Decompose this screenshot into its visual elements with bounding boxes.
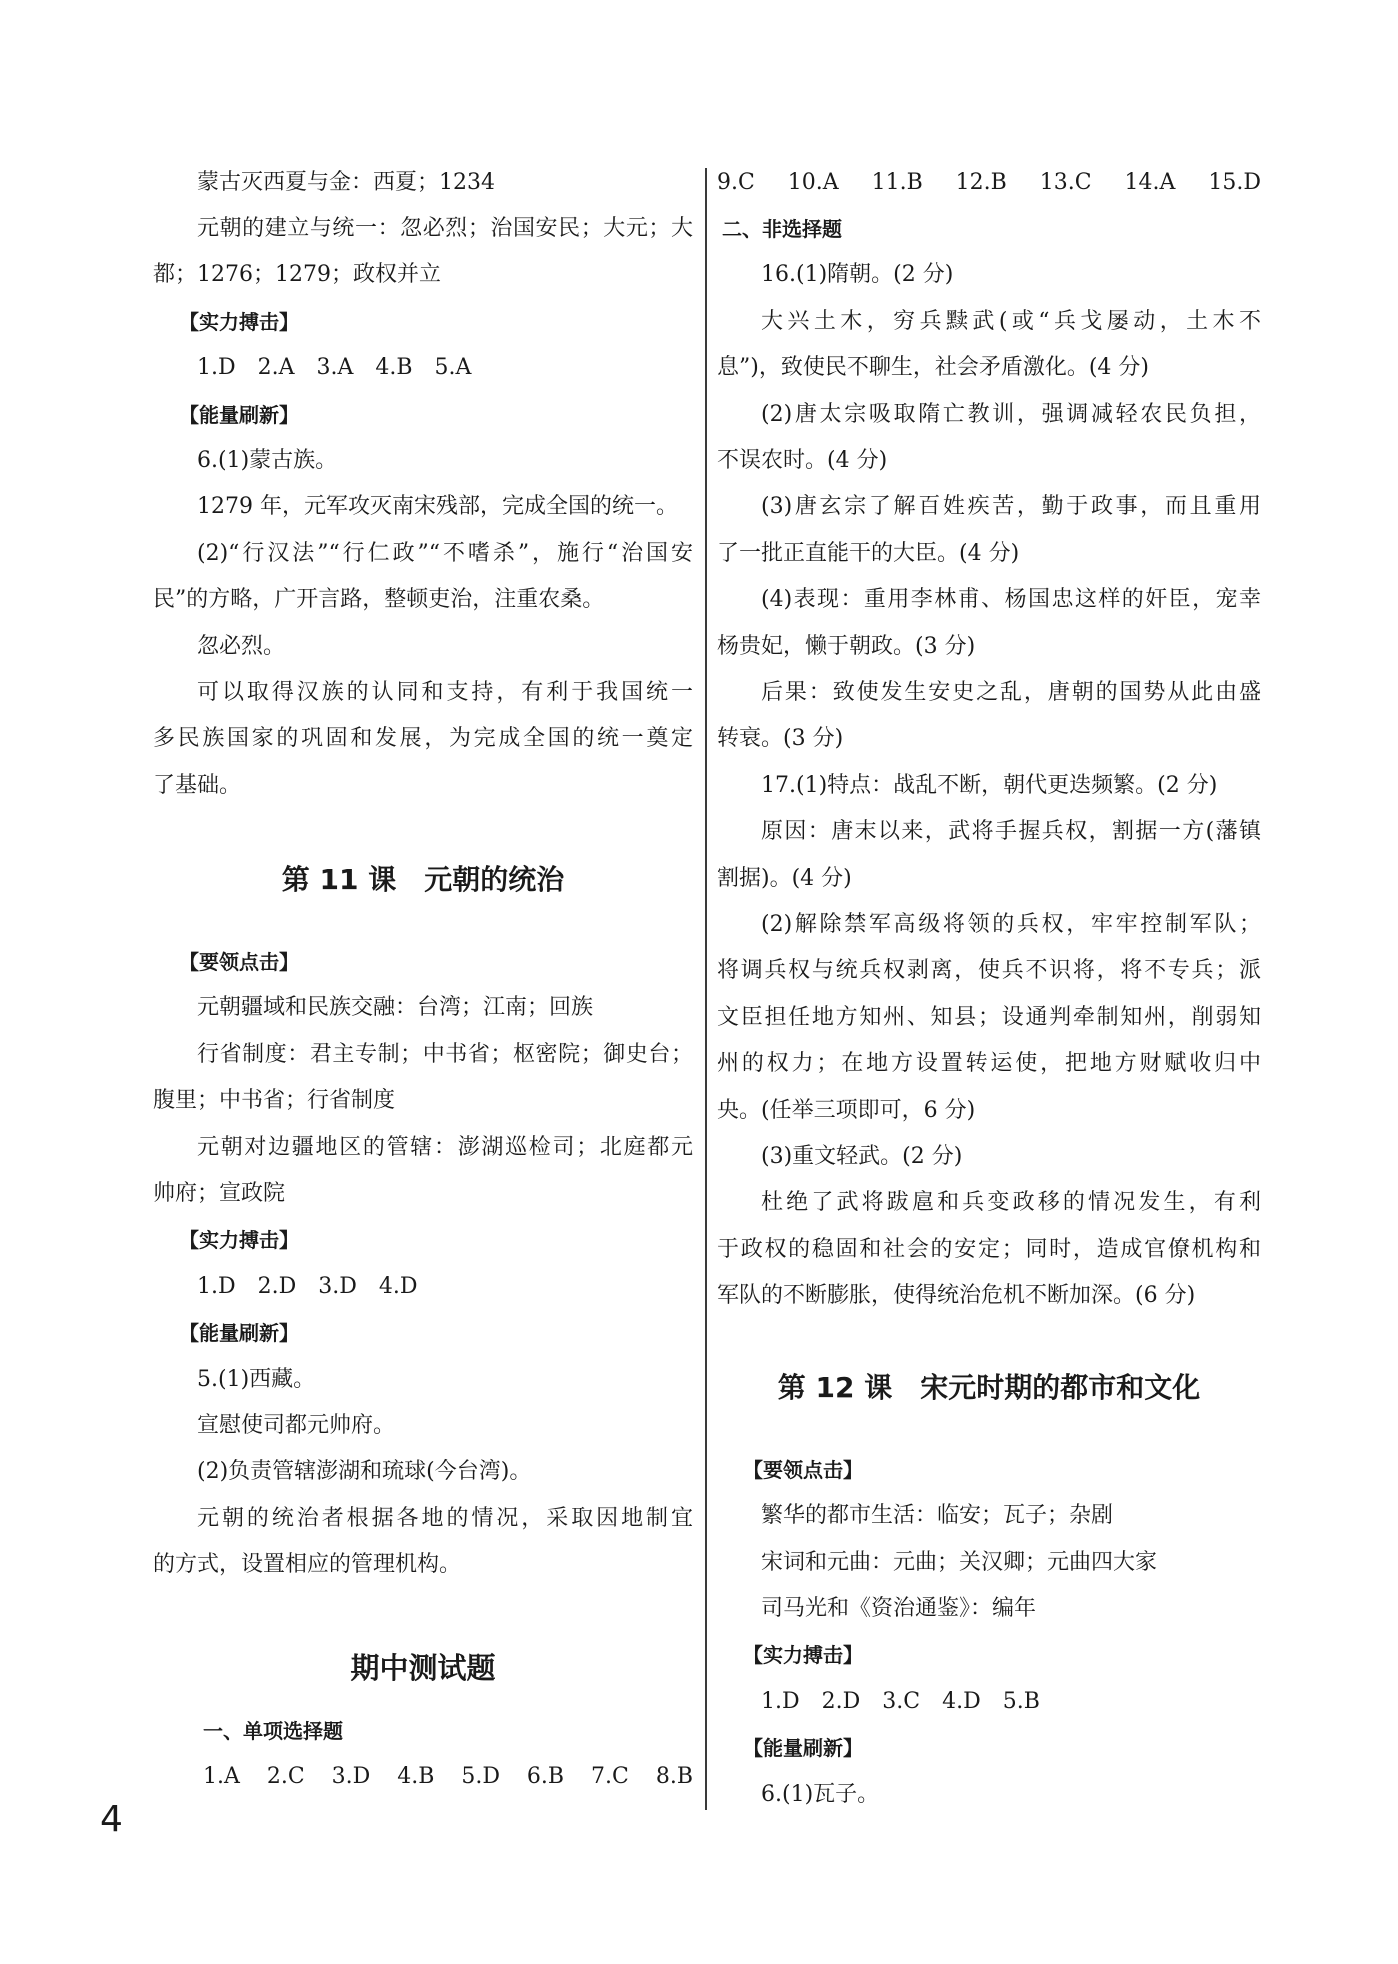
section-heading-refresh: 【能量刷新】 [743, 1736, 863, 1760]
section-heading-practice: 【实力搏击】 [179, 310, 299, 334]
section-heading-refresh: 【能量刷新】 [179, 403, 299, 427]
answer-line: 多民族国家的巩固和发展，为完成全国的统一奠定 [153, 726, 693, 751]
answer-line: 6.(1)瓦子。 [761, 1782, 880, 1807]
answer-line: 6.(1)蒙古族。 [197, 448, 338, 473]
answer-line: 文臣担任地方知州、知县；设通判牵制知州，削弱知 [717, 1005, 1261, 1030]
answer-line: 可以取得汉族的认同和支持，有利于我国统一 [197, 680, 693, 705]
answer-line: (3)重文轻武。(2 分) [761, 1144, 963, 1169]
answer-line: 元朝的统治者根据各地的情况，采取因地制宜 [197, 1506, 693, 1531]
answer-line: 16.(1)隋朝。(2 分) [761, 262, 954, 287]
page-number: 4 [100, 1799, 123, 1840]
answer-line: 了基础。 [153, 773, 242, 798]
summary-line: 元朝对边疆地区的管辖：澎湖巡检司；北庭都元 [197, 1135, 693, 1160]
section-heading-practice: 【实力搏击】 [743, 1643, 863, 1667]
answer-line: 杨贵妃，懒于朝政。(3 分) [717, 634, 976, 659]
summary-line: 司马光和《资治通鉴》：编年 [761, 1596, 1037, 1621]
answer-line: 民”的方略，广开言路，整顿吏治，注重农桑。 [153, 587, 605, 612]
midterm-exam-title: 期中测试题 [350, 1651, 496, 1685]
answer-line: 于政权的稳固和社会的安定；同时，造成官僚机构和 [717, 1237, 1261, 1262]
answer-line: 1.D 2.D 3.D 4.D [197, 1274, 418, 1299]
summary-line: 行省制度：君主专制；中书省；枢密院；御史台； [197, 1042, 693, 1067]
summary-line: 腹里；中书省；行省制度 [153, 1088, 396, 1113]
answer-line: 了一批正直能干的大臣。(4 分) [717, 541, 1020, 566]
section-heading-non-choice: 二、非选择题 [722, 217, 842, 241]
answer-line: 割据)。(4 分) [717, 866, 852, 891]
answer-line: 将调兵权与统兵权剥离，使兵不识将，将不专兵；派 [717, 958, 1261, 983]
answer-line: 的方式，设置相应的管理机构。 [153, 1552, 462, 1577]
summary-line: 元朝的建立与统一：忽必烈；治国安民；大元；大 [197, 216, 693, 241]
section-heading-refresh: 【能量刷新】 [179, 1321, 299, 1345]
answer-line: 转衰。(3 分) [717, 726, 844, 751]
answer-line: (2)唐太宗吸取隋亡教训，强调减轻农民负担， [761, 402, 1261, 427]
lesson-11-title: 第 11 课 元朝的统治 [281, 863, 565, 896]
answer-line: 央。(任举三项即可，6 分) [717, 1098, 976, 1123]
answer-line: 忽必烈。 [197, 634, 286, 659]
answer-line: 1.D 2.D 3.C 4.D 5.B [761, 1689, 1040, 1714]
answer-line: 1.D 2.A 3.A 4.B 5.A [197, 355, 472, 380]
summary-line: 繁华的都市生活：临安；瓦子；杂剧 [761, 1503, 1114, 1528]
summary-line: 元朝疆域和民族交融：台湾；江南；回族 [197, 995, 594, 1020]
answer-line: 宣慰使司都元帅府。 [197, 1413, 396, 1438]
answer-line: (3)唐玄宗了解百姓疾苦，勤于政事，而且重用 [761, 494, 1261, 519]
answer-line: (2)“行汉法”“行仁政”“不嗜杀”，施行“治国安 [197, 541, 693, 566]
section-heading-multiple-choice: 一、单项选择题 [203, 1719, 343, 1743]
answer-line: 原因：唐末以来，武将手握兵权，割据一方(藩镇 [761, 819, 1261, 844]
answer-line: 杜绝了武将跋扈和兵变政移的情况发生，有利 [761, 1190, 1261, 1215]
answer-line: 5.(1)西藏。 [197, 1367, 316, 1392]
answer-line: (4)表现：重用李林甫、杨国忠这样的奸臣，宠幸 [761, 587, 1261, 612]
section-heading-key-points: 【要领点击】 [743, 1458, 863, 1482]
answer-line: (2)解除禁军高级将领的兵权，牢牢控制军队； [761, 912, 1261, 937]
answer-line: 州的权力；在地方设置转运使，把地方财赋收归中 [717, 1051, 1261, 1076]
answer-line: 军队的不断膨胀，使得统治危机不断加深。(6 分) [717, 1283, 1196, 1308]
answer-line: 1279 年，元军攻灭南宋残部，完成全国的统一。 [197, 494, 678, 519]
summary-line: 帅府；宣政院 [153, 1181, 286, 1206]
answer-line: 大兴土木，穷兵黩武(或“兵戈屡动，土木不 [761, 309, 1261, 334]
summary-line: 宋词和元曲：元曲；关汉卿；元曲四大家 [761, 1550, 1158, 1575]
answer-line: 息”)，致使民不聊生，社会矛盾激化。(4 分) [717, 355, 1149, 380]
answer-line: 后果：致使发生安史之乱，唐朝的国势从此由盛 [761, 680, 1261, 705]
section-heading-key-points: 【要领点击】 [179, 950, 299, 974]
answer-line: 不误农时。(4 分) [717, 448, 888, 473]
answer-line: (2)负责管辖澎湖和琉球(今台湾)。 [197, 1459, 532, 1484]
summary-line: 蒙古灭西夏与金：西夏；1234 [197, 170, 495, 195]
section-heading-practice: 【实力搏击】 [179, 1228, 299, 1252]
answer-line: 1.A 2.C 3.D 4.B 5.D 6.B 7.C 8.B [203, 1764, 693, 1789]
lesson-12-title: 第 12 课 宋元时期的都市和文化 [777, 1371, 1201, 1404]
answer-line: 9.C 10.A 11.B 12.B 13.C 14.A 15.D [717, 170, 1261, 195]
answer-line: 17.(1)特点：战乱不断，朝代更迭频繁。(2 分) [761, 773, 1218, 798]
summary-line: 都；1276；1279；政权并立 [153, 262, 441, 287]
column-divider [705, 168, 707, 1810]
